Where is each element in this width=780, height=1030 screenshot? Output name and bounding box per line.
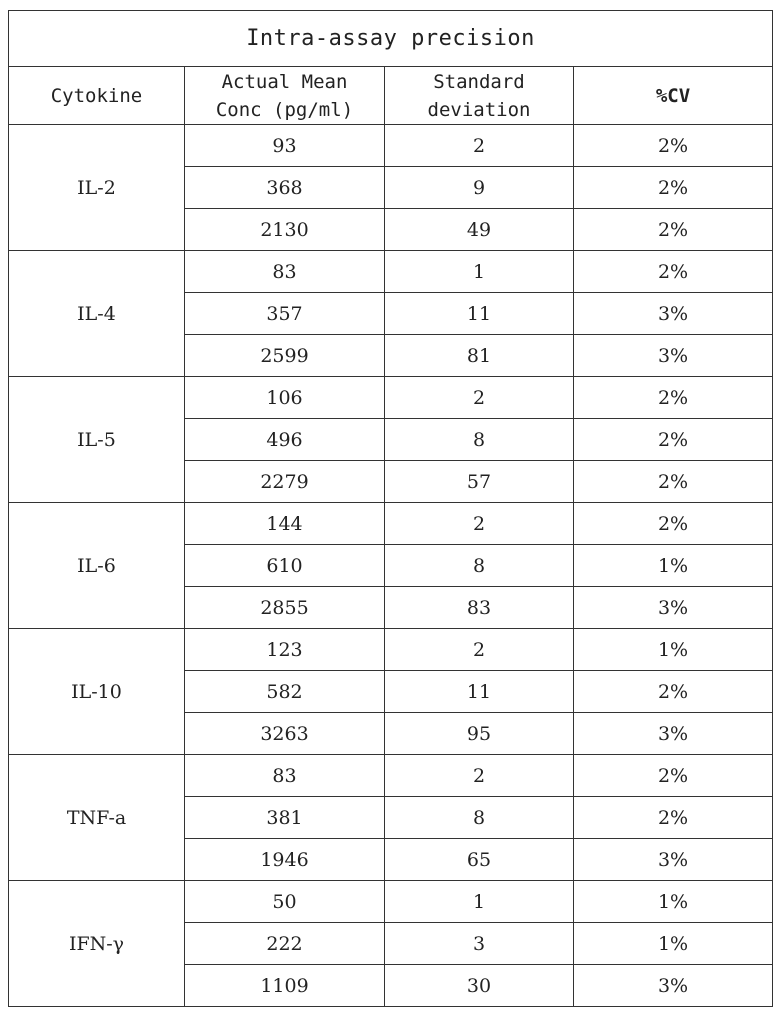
cv-cell: 2% — [574, 503, 773, 545]
standard-deviation-cell: 30 — [385, 965, 574, 1007]
mean-conc-cell: 1946 — [185, 839, 385, 881]
table-row — [9, 251, 773, 293]
table-row — [9, 881, 773, 923]
header-cv: %CV — [574, 67, 773, 125]
standard-deviation-cell: 83 — [385, 587, 574, 629]
standard-deviation-cell: 2 — [385, 377, 574, 419]
mean-conc-cell: 357 — [185, 293, 385, 335]
mean-conc-cell: 144 — [185, 503, 385, 545]
mean-conc-cell: 2599 — [185, 335, 385, 377]
mean-conc-cell: 3263 — [185, 713, 385, 755]
cv-cell: 2% — [574, 125, 773, 167]
standard-deviation-cell: 65 — [385, 839, 574, 881]
header-standard-deviation — [385, 67, 574, 125]
cytokine-cell: IL-2 — [9, 125, 185, 251]
mean-conc-cell: 93 — [185, 125, 385, 167]
mean-conc-cell: 222 — [185, 923, 385, 965]
mean-conc-cell: 2130 — [185, 209, 385, 251]
cv-cell: 1% — [574, 923, 773, 965]
table-row — [9, 377, 773, 419]
standard-deviation-cell: 2 — [385, 629, 574, 671]
standard-deviation-cell: 11 — [385, 293, 574, 335]
mean-conc-cell: 2855 — [185, 587, 385, 629]
cv-cell: 1% — [574, 881, 773, 923]
cv-cell: 2% — [574, 377, 773, 419]
mean-conc-cell: 496 — [185, 419, 385, 461]
cv-cell: 1% — [574, 545, 773, 587]
standard-deviation-cell: 81 — [385, 335, 574, 377]
standard-deviation-cell: 8 — [385, 797, 574, 839]
header-row — [9, 67, 773, 125]
mean-conc-cell: 123 — [185, 629, 385, 671]
header-actual-mean-conc — [185, 67, 385, 125]
standard-deviation-cell: 95 — [385, 713, 574, 755]
cv-cell: 3% — [574, 839, 773, 881]
mean-conc-cell: 381 — [185, 797, 385, 839]
standard-deviation-cell: 8 — [385, 419, 574, 461]
header-mean-line2: Conc (pg/ml) — [215, 98, 354, 121]
cv-cell: 1% — [574, 629, 773, 671]
table-row — [9, 503, 773, 545]
standard-deviation-cell: 9 — [385, 167, 574, 209]
standard-deviation-cell: 2 — [385, 125, 574, 167]
standard-deviation-cell: 1 — [385, 251, 574, 293]
cv-cell: 2% — [574, 167, 773, 209]
mean-conc-cell: 610 — [185, 545, 385, 587]
cv-cell: 2% — [574, 671, 773, 713]
cytokine-cell: IL-6 — [9, 503, 185, 629]
cv-cell: 3% — [574, 965, 773, 1007]
standard-deviation-cell: 49 — [385, 209, 574, 251]
header-sd-line1: Standard — [433, 70, 525, 93]
mean-conc-cell: 106 — [185, 377, 385, 419]
header-sd-line2: deviation — [427, 98, 531, 121]
table-row — [9, 629, 773, 671]
standard-deviation-cell: 3 — [385, 923, 574, 965]
table-body — [9, 125, 773, 1007]
header-mean-line1: Actual Mean — [221, 70, 348, 93]
mean-conc-cell: 83 — [185, 755, 385, 797]
standard-deviation-cell: 2 — [385, 503, 574, 545]
standard-deviation-cell: 2 — [385, 755, 574, 797]
cytokine-cell: IFN-γ — [9, 881, 185, 1007]
cv-cell: 3% — [574, 335, 773, 377]
cv-cell: 2% — [574, 209, 773, 251]
standard-deviation-cell: 8 — [385, 545, 574, 587]
cytokine-cell: TNF-a — [9, 755, 185, 881]
cytokine-cell: IL-4 — [9, 251, 185, 377]
title-row — [9, 11, 773, 67]
cytokine-cell: IL-10 — [9, 629, 185, 755]
mean-conc-cell: 368 — [185, 167, 385, 209]
header-cytokine: Cytokine — [9, 67, 185, 125]
standard-deviation-cell: 57 — [385, 461, 574, 503]
cv-cell: 3% — [574, 293, 773, 335]
mean-conc-cell: 50 — [185, 881, 385, 923]
cv-cell: 2% — [574, 461, 773, 503]
standard-deviation-cell: 11 — [385, 671, 574, 713]
cv-cell: 2% — [574, 755, 773, 797]
cytokine-cell: IL-5 — [9, 377, 185, 503]
cv-cell: 2% — [574, 419, 773, 461]
mean-conc-cell: 1109 — [185, 965, 385, 1007]
table-row — [9, 755, 773, 797]
precision-table — [8, 10, 773, 1007]
cv-cell: 2% — [574, 797, 773, 839]
standard-deviation-cell: 1 — [385, 881, 574, 923]
cv-cell: 3% — [574, 587, 773, 629]
cv-cell: 3% — [574, 713, 773, 755]
mean-conc-cell: 2279 — [185, 461, 385, 503]
mean-conc-cell: 582 — [185, 671, 385, 713]
cv-cell: 2% — [574, 251, 773, 293]
table-row — [9, 125, 773, 167]
mean-conc-cell: 83 — [185, 251, 385, 293]
table-title: Intra-assay precision — [9, 11, 773, 67]
